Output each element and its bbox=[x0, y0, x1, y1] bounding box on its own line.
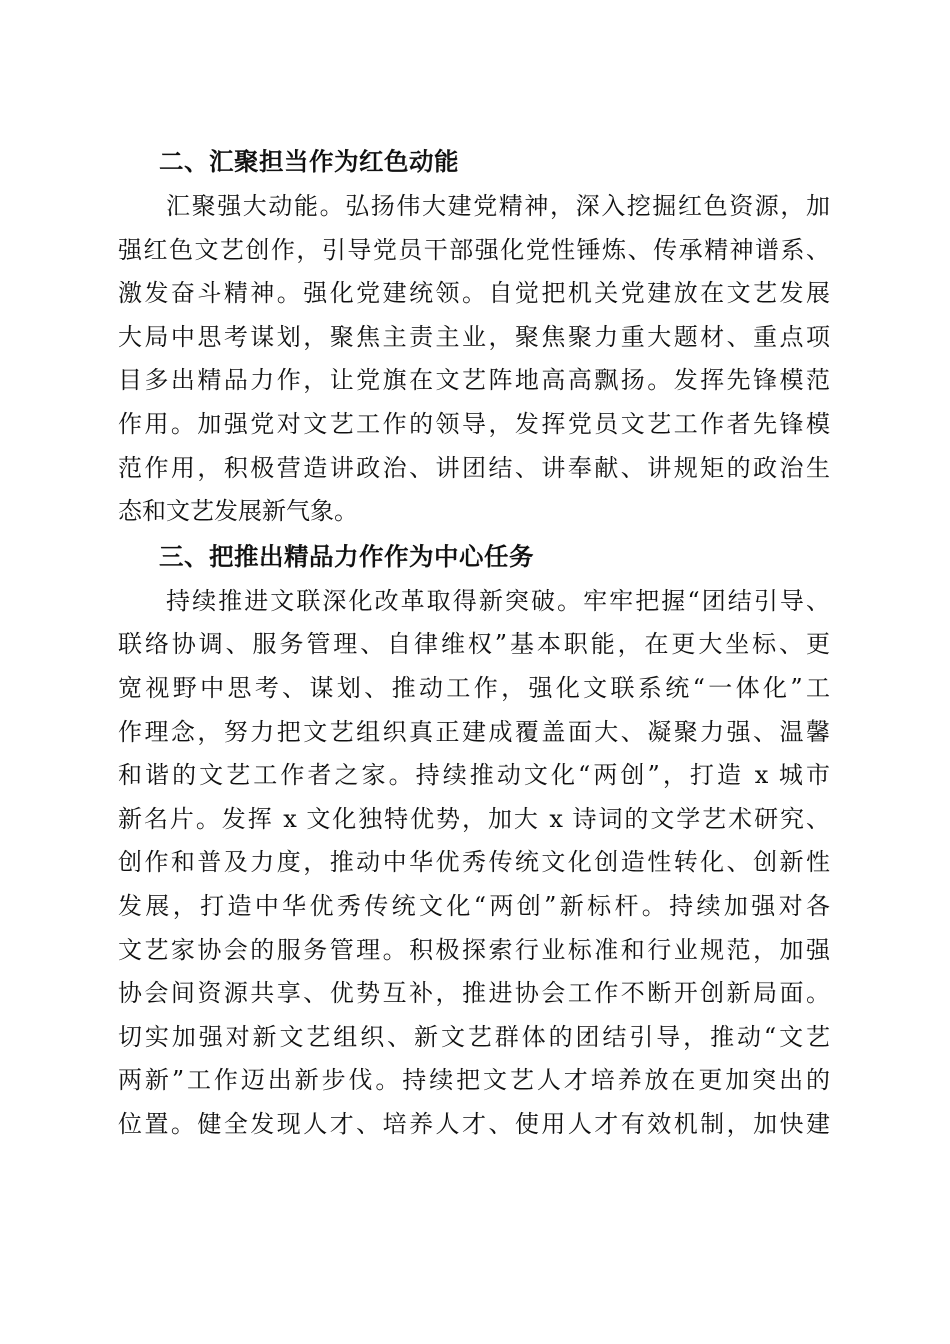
paragraph-line: 切实加强对新文艺组织、新文艺群体的团结引导，推动“文艺 bbox=[118, 1022, 830, 1051]
paragraph-line: 宽视野中思考、谋划、推动工作，强化文联系统“一体化”工 bbox=[118, 673, 830, 702]
paragraph-line: 协会间资源共享、优势互补，推进协会工作不断开创新局面。 bbox=[118, 979, 830, 1008]
section-2-paragraph bbox=[118, 185, 830, 534]
paragraph-line: 联络协调、服务管理、自律维权”基本职能，在更大坐标、更 bbox=[118, 630, 830, 659]
section-2-heading: 二、汇聚担当作为红色动能 bbox=[159, 147, 459, 176]
paragraph-line: 文艺家协会的服务管理。积极探索行业标准和行业规范，加强 bbox=[118, 935, 830, 964]
paragraph-line: 强红色文艺创作，引导党员干部强化党性锤炼、传承精神谱系、 bbox=[118, 235, 830, 264]
paragraph-line: 态和文艺发展新气象。 bbox=[118, 497, 358, 526]
paragraph-line: 持续推进文联深化改革取得新突破。牢牢把握“团结引导、 bbox=[166, 586, 830, 615]
paragraph-line: 目多出精品力作，让党旗在文艺阵地高高飘扬。发挥先锋模范 bbox=[118, 366, 830, 395]
paragraph-line: 新名片。发挥 x 文化独特优势，加大 x 诗词的文学艺术研究、 bbox=[118, 804, 830, 833]
section-3-paragraph bbox=[118, 580, 830, 1147]
document-body bbox=[118, 139, 830, 1146]
paragraph-line: 位置。健全发现人才、培养人才、使用人才有效机制，加快建 bbox=[118, 1109, 830, 1138]
paragraph-line: 和谐的文艺工作者之家。持续推动文化“两创”，打造 x 城市 bbox=[118, 761, 830, 790]
paragraph-line: 两新”工作迈出新步伐。持续把文艺人才培养放在更加突出的 bbox=[118, 1066, 830, 1095]
paragraph-line: 创作和普及力度，推动中华优秀传统文化创造性转化、创新性 bbox=[118, 848, 830, 877]
paragraph-line: 汇聚强大动能。弘扬伟大建党精神，深入挖掘红色资源，加 bbox=[166, 192, 830, 220]
paragraph-line: 作理念，努力把文艺组织真正建成覆盖面大、凝聚力强、温馨 bbox=[118, 717, 830, 746]
paragraph-line: 激发奋斗精神。强化党建统领。自觉把机关党建放在文艺发展 bbox=[118, 279, 830, 308]
paragraph-line: 大局中思考谋划，聚焦主责主业，聚焦聚力重大题材、重点项 bbox=[118, 322, 830, 351]
section-3-heading: 三、把推出精品力作作为中心任务 bbox=[159, 541, 534, 571]
paragraph-line: 作用。加强党对文艺工作的领导，发挥党员文艺工作者先锋模 bbox=[118, 409, 830, 438]
paragraph-line: 范作用，积极营造讲政治、讲团结、讲奉献、讲规矩的政治生 bbox=[118, 453, 830, 482]
paragraph-line: 发展，打造中华优秀传统文化“两创”新标杆。持续加强对各 bbox=[118, 891, 830, 920]
